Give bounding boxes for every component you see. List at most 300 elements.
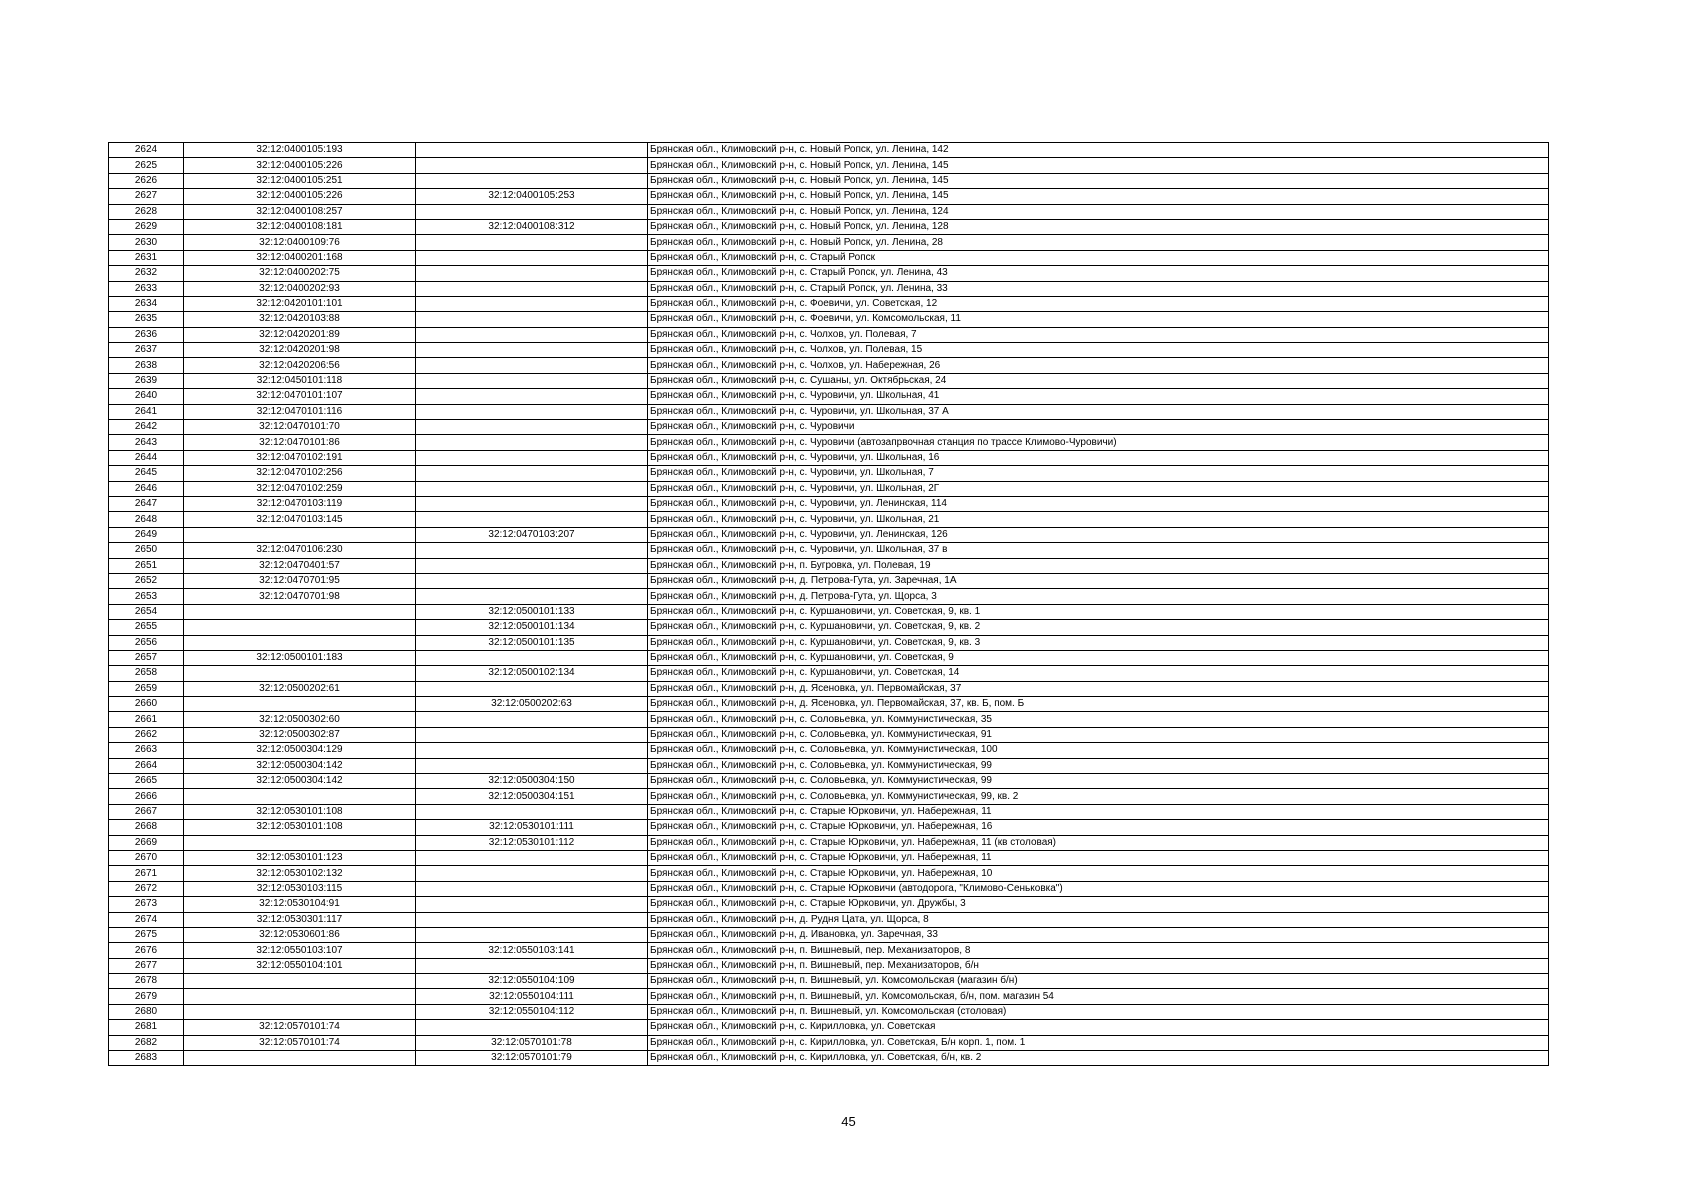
table-row: [109, 496, 1549, 511]
cadastral-number-cell: 32:12:0530301:117: [184, 912, 416, 927]
cadastral-number-cell: 32:12:0500302:87: [184, 727, 416, 742]
address-cell: Брянская обл., Климовский р-н, с. Куршановичи, ул. Советская, 9, кв. 1: [648, 604, 1549, 619]
table-row: [109, 420, 1549, 435]
cadastral-number-cell: 32:12:0470102:191: [184, 450, 416, 465]
address-cell: Брянская обл., Климовский р-н, с. Чолхов, ул. Полевая, 15: [648, 343, 1549, 358]
table-row: [109, 743, 1549, 758]
address-cell: Брянская обл., Климовский р-н, с. Новый Ропск, ул. Ленина, 124: [648, 204, 1549, 219]
table-row: [109, 158, 1549, 173]
address-cell: Брянская обл., Климовский р-н, с. Кирилловка, ул. Советская: [648, 1020, 1549, 1035]
cadastral-number-cell: [184, 1051, 416, 1066]
cadastral-number-cell: 32:12:0400109:76: [184, 235, 416, 250]
cadastral-number-cell: [184, 620, 416, 635]
cadastral-number-cell: [184, 604, 416, 619]
row-number-cell: 2668: [109, 820, 184, 835]
address-cell: Брянская обл., Климовский р-н, с. Новый Ропск, ул. Ленина, 28: [648, 235, 1549, 250]
address-cell: Брянская обл., Климовский р-н, с. Старый Ропск, ул. Ленина, 33: [648, 281, 1549, 296]
table-row: [109, 558, 1549, 573]
related-cadastral-number-cell: [416, 897, 648, 912]
row-number-cell: 2675: [109, 927, 184, 942]
related-cadastral-number-cell: [416, 420, 648, 435]
related-cadastral-number-cell: [416, 389, 648, 404]
table-row: [109, 758, 1549, 773]
related-cadastral-number-cell: [416, 866, 648, 881]
table-row: [109, 481, 1549, 496]
table-row: [109, 666, 1549, 681]
table-row: [109, 712, 1549, 727]
address-cell: Брянская обл., Климовский р-н, с. Чуровичи: [648, 420, 1549, 435]
row-number-cell: 2658: [109, 666, 184, 681]
table-row: [109, 897, 1549, 912]
table-row: [109, 327, 1549, 342]
row-number-cell: 2626: [109, 173, 184, 188]
table-row: [109, 589, 1549, 604]
cadastral-number-cell: 32:12:0400108:181: [184, 219, 416, 234]
related-cadastral-number-cell: [416, 650, 648, 665]
cadastral-number-cell: 32:12:0500304:142: [184, 758, 416, 773]
table-row: [109, 804, 1549, 819]
address-cell: Брянская обл., Климовский р-н, с. Чолхов, ул. Полевая, 7: [648, 327, 1549, 342]
row-number-cell: 2632: [109, 266, 184, 281]
address-cell: Брянская обл., Климовский р-н, п. Вишневый, пер. Механизаторов, 8: [648, 943, 1549, 958]
table-row: [109, 281, 1549, 296]
related-cadastral-number-cell: 32:12:0500101:133: [416, 604, 648, 619]
related-cadastral-number-cell: 32:12:0470103:207: [416, 527, 648, 542]
table-row: [109, 835, 1549, 850]
row-number-cell: 2638: [109, 358, 184, 373]
table-row: [109, 927, 1549, 942]
table-row: [109, 343, 1549, 358]
address-cell: Брянская обл., Климовский р-н, с. Фоевичи, ул. Советская, 12: [648, 296, 1549, 311]
related-cadastral-number-cell: [416, 143, 648, 158]
address-cell: Брянская обл., Климовский р-н, с. Новый Ропск, ул. Ленина, 145: [648, 189, 1549, 204]
cadastral-number-cell: 32:12:0530101:108: [184, 804, 416, 819]
table-row: [109, 173, 1549, 188]
row-number-cell: 2676: [109, 943, 184, 958]
address-cell: Брянская обл., Климовский р-н, с. Чуровичи, ул. Школьная, 41: [648, 389, 1549, 404]
row-number-cell: 2661: [109, 712, 184, 727]
address-cell: Брянская обл., Климовский р-н, с. Соловьевка, ул. Коммунистическая, 35: [648, 712, 1549, 727]
address-cell: Брянская обл., Климовский р-н, п. Вишневый, ул. Комсомольская (магазин б/н): [648, 974, 1549, 989]
row-number-cell: 2682: [109, 1035, 184, 1050]
row-number-cell: 2656: [109, 635, 184, 650]
table-row: [109, 881, 1549, 896]
table-row: [109, 404, 1549, 419]
cadastral-number-cell: 32:12:0570101:74: [184, 1020, 416, 1035]
related-cadastral-number-cell: [416, 358, 648, 373]
cadastral-number-cell: 32:12:0470103:119: [184, 496, 416, 511]
registry-table-body: [109, 143, 1549, 1066]
address-cell: Брянская обл., Климовский р-н, с. Сушаны, ул. Октябрьская, 24: [648, 373, 1549, 388]
row-number-cell: 2635: [109, 312, 184, 327]
page-number: 45: [841, 1114, 856, 1129]
related-cadastral-number-cell: [416, 712, 648, 727]
row-number-cell: 2627: [109, 189, 184, 204]
related-cadastral-number-cell: [416, 235, 648, 250]
table-row: [109, 450, 1549, 465]
cadastral-number-cell: [184, 835, 416, 850]
cadastral-number-cell: 32:12:0400105:251: [184, 173, 416, 188]
related-cadastral-number-cell: 32:12:0500304:150: [416, 774, 648, 789]
row-number-cell: 2677: [109, 958, 184, 973]
row-number-cell: 2673: [109, 897, 184, 912]
cadastral-number-cell: [184, 666, 416, 681]
related-cadastral-number-cell: 32:12:0500202:63: [416, 697, 648, 712]
row-number-cell: 2637: [109, 343, 184, 358]
cadastral-number-cell: 32:12:0550103:107: [184, 943, 416, 958]
cadastral-number-cell: 32:12:0500304:129: [184, 743, 416, 758]
cadastral-number-cell: 32:12:0470701:95: [184, 573, 416, 588]
table-row: [109, 958, 1549, 973]
related-cadastral-number-cell: [416, 450, 648, 465]
row-number-cell: 2642: [109, 420, 184, 435]
row-number-cell: 2674: [109, 912, 184, 927]
row-number-cell: 2633: [109, 281, 184, 296]
row-number-cell: 2667: [109, 804, 184, 819]
row-number-cell: 2644: [109, 450, 184, 465]
cadastral-number-cell: 32:12:0500302:60: [184, 712, 416, 727]
cadastral-number-cell: 32:12:0470401:57: [184, 558, 416, 573]
related-cadastral-number-cell: [416, 881, 648, 896]
row-number-cell: 2653: [109, 589, 184, 604]
related-cadastral-number-cell: 32:12:0550104:109: [416, 974, 648, 989]
cadastral-number-cell: 32:12:0470102:259: [184, 481, 416, 496]
address-cell: Брянская обл., Климовский р-н, с. Чуровичи, ул. Ленинская, 126: [648, 527, 1549, 542]
row-number-cell: 2670: [109, 850, 184, 865]
cadastral-number-cell: 32:12:0470101:86: [184, 435, 416, 450]
table-row: [109, 866, 1549, 881]
related-cadastral-number-cell: [416, 681, 648, 696]
cadastral-number-cell: [184, 1004, 416, 1019]
table-row: [109, 650, 1549, 665]
row-number-cell: 2662: [109, 727, 184, 742]
cadastral-number-cell: 32:12:0470101:107: [184, 389, 416, 404]
cadastral-number-cell: 32:12:0470102:256: [184, 466, 416, 481]
related-cadastral-number-cell: [416, 558, 648, 573]
address-cell: Брянская обл., Климовский р-н, с. Чуровичи, ул. Школьная, 7: [648, 466, 1549, 481]
table-row: [109, 543, 1549, 558]
table-row: [109, 235, 1549, 250]
table-row: [109, 620, 1549, 635]
address-cell: Брянская обл., Климовский р-н, д. Петрова-Гута, ул. Щорса, 3: [648, 589, 1549, 604]
related-cadastral-number-cell: 32:12:0400105:253: [416, 189, 648, 204]
table-row: [109, 635, 1549, 650]
cadastral-number-cell: 32:12:0500304:142: [184, 774, 416, 789]
related-cadastral-number-cell: [416, 158, 648, 173]
row-number-cell: 2663: [109, 743, 184, 758]
address-cell: Брянская обл., Климовский р-н, с. Чуровичи, ул. Ленинская, 114: [648, 496, 1549, 511]
table-row: [109, 204, 1549, 219]
address-cell: Брянская обл., Климовский р-н, с. Куршановичи, ул. Советская, 14: [648, 666, 1549, 681]
address-cell: Брянская обл., Климовский р-н, с. Соловьевка, ул. Коммунистическая, 91: [648, 727, 1549, 742]
related-cadastral-number-cell: [416, 327, 648, 342]
address-cell: Брянская обл., Климовский р-н, с. Новый Ропск, ул. Ленина, 145: [648, 158, 1549, 173]
related-cadastral-number-cell: [416, 496, 648, 511]
cadastral-number-cell: 32:12:0420103:88: [184, 312, 416, 327]
related-cadastral-number-cell: 32:12:0550104:112: [416, 1004, 648, 1019]
row-number-cell: 2625: [109, 158, 184, 173]
row-number-cell: 2681: [109, 1020, 184, 1035]
row-number-cell: 2652: [109, 573, 184, 588]
address-cell: Брянская обл., Климовский р-н, с. Соловьевка, ул. Коммунистическая, 99: [648, 758, 1549, 773]
related-cadastral-number-cell: [416, 173, 648, 188]
row-number-cell: 2647: [109, 496, 184, 511]
cadastral-number-cell: 32:12:0400105:193: [184, 143, 416, 158]
row-number-cell: 2680: [109, 1004, 184, 1019]
related-cadastral-number-cell: [416, 804, 648, 819]
table-row: [109, 312, 1549, 327]
cadastral-number-cell: [184, 989, 416, 1004]
related-cadastral-number-cell: [416, 512, 648, 527]
row-number-cell: 2634: [109, 296, 184, 311]
related-cadastral-number-cell: 32:12:0500101:135: [416, 635, 648, 650]
table-row: [109, 573, 1549, 588]
address-cell: Брянская обл., Климовский р-н, с. Соловьевка, ул. Коммунистическая, 99: [648, 774, 1549, 789]
related-cadastral-number-cell: 32:12:0550104:111: [416, 989, 648, 1004]
cadastral-number-cell: 32:12:0420101:101: [184, 296, 416, 311]
table-row: [109, 943, 1549, 958]
cadastral-number-cell: 32:12:0450101:118: [184, 373, 416, 388]
cadastral-number-cell: [184, 789, 416, 804]
table-row: [109, 1035, 1549, 1050]
related-cadastral-number-cell: [416, 281, 648, 296]
table-row: [109, 1051, 1549, 1066]
cadastral-number-cell: 32:12:0400105:226: [184, 158, 416, 173]
row-number-cell: 2629: [109, 219, 184, 234]
address-cell: Брянская обл., Климовский р-н, с. Старый Ропск, ул. Ленина, 43: [648, 266, 1549, 281]
row-number-cell: 2649: [109, 527, 184, 542]
cadastral-number-cell: 32:12:0570101:74: [184, 1035, 416, 1050]
related-cadastral-number-cell: 32:12:0500102:134: [416, 666, 648, 681]
address-cell: Брянская обл., Климовский р-н, д. Рудня Цата, ул. Щорса, 8: [648, 912, 1549, 927]
row-number-cell: 2665: [109, 774, 184, 789]
address-cell: Брянская обл., Климовский р-н, с. Новый Ропск, ул. Ленина, 128: [648, 219, 1549, 234]
table-row: [109, 774, 1549, 789]
cadastral-number-cell: 32:12:0530601:86: [184, 927, 416, 942]
row-number-cell: 2660: [109, 697, 184, 712]
related-cadastral-number-cell: [416, 343, 648, 358]
address-cell: Брянская обл., Климовский р-н, с. Старые Юрковичи, ул. Набережная, 10: [648, 866, 1549, 881]
row-number-cell: 2659: [109, 681, 184, 696]
row-number-cell: 2669: [109, 835, 184, 850]
related-cadastral-number-cell: [416, 958, 648, 973]
cadastral-number-cell: 32:12:0470103:145: [184, 512, 416, 527]
related-cadastral-number-cell: 32:12:0570101:79: [416, 1051, 648, 1066]
row-number-cell: 2650: [109, 543, 184, 558]
related-cadastral-number-cell: 32:12:0400108:312: [416, 219, 648, 234]
row-number-cell: 2683: [109, 1051, 184, 1066]
cadastral-number-cell: 32:12:0530103:115: [184, 881, 416, 896]
related-cadastral-number-cell: [416, 481, 648, 496]
row-number-cell: 2672: [109, 881, 184, 896]
related-cadastral-number-cell: 32:12:0500101:134: [416, 620, 648, 635]
cadastral-number-cell: [184, 974, 416, 989]
related-cadastral-number-cell: [416, 850, 648, 865]
cadastral-number-cell: [184, 697, 416, 712]
address-cell: Брянская обл., Климовский р-н, с. Чуровичи, ул. Школьная, 37 в: [648, 543, 1549, 558]
cadastral-number-cell: 32:12:0470106:230: [184, 543, 416, 558]
table-row: [109, 358, 1549, 373]
cadastral-number-cell: 32:12:0470701:98: [184, 589, 416, 604]
table-row: [109, 912, 1549, 927]
address-cell: Брянская обл., Климовский р-н, с. Старый Ропск: [648, 250, 1549, 265]
cadastral-number-cell: 32:12:0500202:61: [184, 681, 416, 696]
row-number-cell: 2655: [109, 620, 184, 635]
cadastral-number-cell: [184, 527, 416, 542]
row-number-cell: 2651: [109, 558, 184, 573]
related-cadastral-number-cell: [416, 312, 648, 327]
cadastral-number-cell: 32:12:0420201:98: [184, 343, 416, 358]
row-number-cell: 2646: [109, 481, 184, 496]
cadastral-number-cell: 32:12:0400202:75: [184, 266, 416, 281]
table-row: [109, 974, 1549, 989]
related-cadastral-number-cell: [416, 435, 648, 450]
address-cell: Брянская обл., Климовский р-н, с. Куршановичи, ул. Советская, 9: [648, 650, 1549, 665]
related-cadastral-number-cell: [416, 543, 648, 558]
related-cadastral-number-cell: [416, 204, 648, 219]
cadastral-number-cell: 32:12:0420206:56: [184, 358, 416, 373]
cadastral-number-cell: 32:12:0500101:183: [184, 650, 416, 665]
table-row: [109, 697, 1549, 712]
address-cell: Брянская обл., Климовский р-н, д. Ивановка, ул. Заречная, 33: [648, 927, 1549, 942]
table-row: [109, 681, 1549, 696]
related-cadastral-number-cell: [416, 589, 648, 604]
table-row: [109, 296, 1549, 311]
cadastral-number-cell: 32:12:0470101:116: [184, 404, 416, 419]
table-row: [109, 143, 1549, 158]
address-cell: Брянская обл., Климовский р-н, с. Новый Ропск, ул. Ленина, 142: [648, 143, 1549, 158]
address-cell: Брянская обл., Климовский р-н, с. Новый Ропск, ул. Ленина, 145: [648, 173, 1549, 188]
table-row: [109, 512, 1549, 527]
related-cadastral-number-cell: [416, 727, 648, 742]
row-number-cell: 2639: [109, 373, 184, 388]
cadastral-number-cell: 32:12:0530101:123: [184, 850, 416, 865]
table-row: [109, 266, 1549, 281]
related-cadastral-number-cell: [416, 466, 648, 481]
row-number-cell: 2640: [109, 389, 184, 404]
address-cell: Брянская обл., Климовский р-н, с. Старые Юрковичи (автодорога, "Климово-Сеньковка"): [648, 881, 1549, 896]
row-number-cell: 2666: [109, 789, 184, 804]
cadastral-number-cell: 32:12:0470101:70: [184, 420, 416, 435]
related-cadastral-number-cell: [416, 758, 648, 773]
row-number-cell: 2641: [109, 404, 184, 419]
address-cell: Брянская обл., Климовский р-н, с. Старые Юрковичи, ул. Набережная, 11 (кв столовая): [648, 835, 1549, 850]
table-row: [109, 466, 1549, 481]
cadastral-number-cell: [184, 635, 416, 650]
related-cadastral-number-cell: [416, 404, 648, 419]
table-row: [109, 527, 1549, 542]
row-number-cell: 2679: [109, 989, 184, 1004]
table-row: [109, 1004, 1549, 1019]
table-row: [109, 250, 1549, 265]
related-cadastral-number-cell: [416, 373, 648, 388]
cadastral-number-cell: 32:12:0420201:89: [184, 327, 416, 342]
related-cadastral-number-cell: 32:12:0530101:112: [416, 835, 648, 850]
address-cell: Брянская обл., Климовский р-н, с. Куршановичи, ул. Советская, 9, кв. 2: [648, 620, 1549, 635]
row-number-cell: 2645: [109, 466, 184, 481]
cadastral-number-cell: 32:12:0400108:257: [184, 204, 416, 219]
related-cadastral-number-cell: [416, 743, 648, 758]
address-cell: Брянская обл., Климовский р-н, д. Ясеновка, ул. Первомайская, 37, кв. Б, пом. Б: [648, 697, 1549, 712]
related-cadastral-number-cell: [416, 296, 648, 311]
address-cell: Брянская обл., Климовский р-н, с. Кирилловка, ул. Советская, Б/н корп. 1, пом. 1: [648, 1035, 1549, 1050]
cadastral-number-cell: 32:12:0550104:101: [184, 958, 416, 973]
address-cell: Брянская обл., Климовский р-н, п. Вишневый, ул. Комсомольская (столовая): [648, 1004, 1549, 1019]
address-cell: Брянская обл., Климовский р-н, с. Чуровичи, ул. Школьная, 16: [648, 450, 1549, 465]
row-number-cell: 2631: [109, 250, 184, 265]
address-cell: Брянская обл., Климовский р-н, с. Соловьевка, ул. Коммунистическая, 99, кв. 2: [648, 789, 1549, 804]
cadastral-number-cell: 32:12:0530104:91: [184, 897, 416, 912]
related-cadastral-number-cell: [416, 250, 648, 265]
registry-table: [108, 142, 1549, 1066]
address-cell: Брянская обл., Климовский р-н, с. Чуровичи, ул. Школьная, 37 А: [648, 404, 1549, 419]
address-cell: Брянская обл., Климовский р-н, п. Бугровка, ул. Полевая, 19: [648, 558, 1549, 573]
address-cell: Брянская обл., Климовский р-н, с. Соловьевка, ул. Коммунистическая, 100: [648, 743, 1549, 758]
cadastral-number-cell: 32:12:0400202:93: [184, 281, 416, 296]
address-cell: Брянская обл., Климовский р-н, д. Ясеновка, ул. Первомайская, 37: [648, 681, 1549, 696]
address-cell: Брянская обл., Климовский р-н, с. Чуровичи, ул. Школьная, 2Г: [648, 481, 1549, 496]
table-row: [109, 1020, 1549, 1035]
cadastral-number-cell: 32:12:0530102:132: [184, 866, 416, 881]
address-cell: Брянская обл., Климовский р-н, с. Старые Юрковичи, ул. Набережная, 16: [648, 820, 1549, 835]
table-row: [109, 389, 1549, 404]
row-number-cell: 2643: [109, 435, 184, 450]
related-cadastral-number-cell: 32:12:0570101:78: [416, 1035, 648, 1050]
address-cell: Брянская обл., Климовский р-н, с. Куршановичи, ул. Советская, 9, кв. 3: [648, 635, 1549, 650]
address-cell: Брянская обл., Климовский р-н, п. Вишневый, ул. Комсомольская, б/н, пом. магазин 54: [648, 989, 1549, 1004]
address-cell: Брянская обл., Климовский р-н, с. Чуровичи, ул. Школьная, 21: [648, 512, 1549, 527]
address-cell: Брянская обл., Климовский р-н, с. Кирилловка, ул. Советская, б/н, кв. 2: [648, 1051, 1549, 1066]
table-row: [109, 727, 1549, 742]
table-row: [109, 435, 1549, 450]
address-cell: Брянская обл., Климовский р-н, с. Старые Юрковичи, ул. Дружбы, 3: [648, 897, 1549, 912]
cadastral-number-cell: 32:12:0400105:226: [184, 189, 416, 204]
row-number-cell: 2671: [109, 866, 184, 881]
row-number-cell: 2678: [109, 974, 184, 989]
table-row: [109, 373, 1549, 388]
address-cell: Брянская обл., Климовский р-н, с. Чолхов, ул. Набережная, 26: [648, 358, 1549, 373]
related-cadastral-number-cell: [416, 266, 648, 281]
row-number-cell: 2636: [109, 327, 184, 342]
row-number-cell: 2624: [109, 143, 184, 158]
row-number-cell: 2664: [109, 758, 184, 773]
related-cadastral-number-cell: 32:12:0530101:111: [416, 820, 648, 835]
table-row: [109, 820, 1549, 835]
address-cell: Брянская обл., Климовский р-н, с. Старые Юрковичи, ул. Набережная, 11: [648, 850, 1549, 865]
related-cadastral-number-cell: [416, 1020, 648, 1035]
table-row: [109, 219, 1549, 234]
row-number-cell: 2648: [109, 512, 184, 527]
cadastral-number-cell: 32:12:0530101:108: [184, 820, 416, 835]
related-cadastral-number-cell: 32:12:0500304:151: [416, 789, 648, 804]
address-cell: Брянская обл., Климовский р-н, д. Петрова-Гута, ул. Заречная, 1А: [648, 573, 1549, 588]
cadastral-number-cell: 32:12:0400201:168: [184, 250, 416, 265]
address-cell: Брянская обл., Климовский р-н, с. Старые Юрковичи, ул. Набережная, 11: [648, 804, 1549, 819]
related-cadastral-number-cell: [416, 927, 648, 942]
related-cadastral-number-cell: [416, 573, 648, 588]
row-number-cell: 2657: [109, 650, 184, 665]
related-cadastral-number-cell: 32:12:0550103:141: [416, 943, 648, 958]
row-number-cell: 2630: [109, 235, 184, 250]
address-cell: Брянская обл., Климовский р-н, с. Фоевичи, ул. Комсомольская, 11: [648, 312, 1549, 327]
related-cadastral-number-cell: [416, 912, 648, 927]
table-row: [109, 989, 1549, 1004]
table-row: [109, 850, 1549, 865]
address-cell: Брянская обл., Климовский р-н, с. Чуровичи (автозапрвочная станция по трассе Климово-Чуровичи): [648, 435, 1549, 450]
table-row: [109, 604, 1549, 619]
table-row: [109, 789, 1549, 804]
table-row: [109, 189, 1549, 204]
